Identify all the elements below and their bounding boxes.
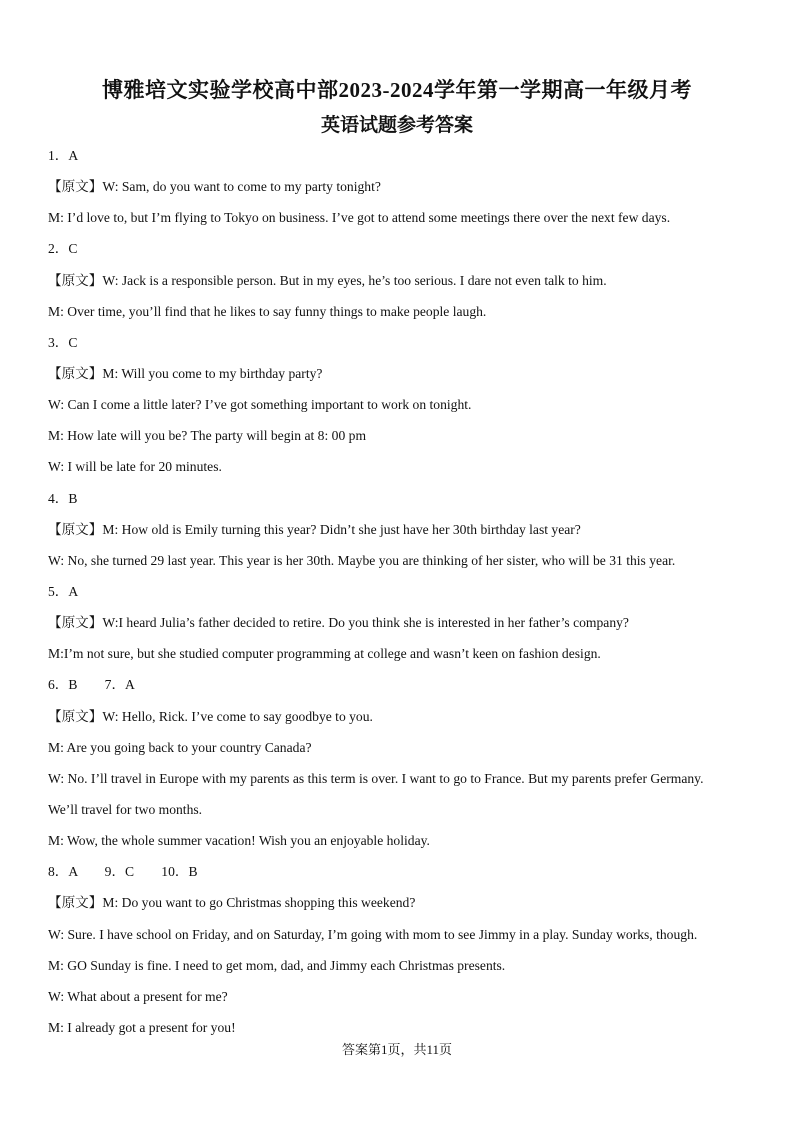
answer-line: 3．C <box>48 334 78 350</box>
transcript-line: 【原文】W:I heard Julia’s father decided to retire. Do you think she is interested in her father’s company? <box>48 615 629 631</box>
transcript-line: 【原文】W: Jack is a responsible person. But in my eyes, he’s too serious. I dare not even talk to him. <box>48 272 607 288</box>
transcript-line: W: What about a present for me? <box>48 988 228 1004</box>
transcript-line: M: I already got a present for you! <box>48 1019 236 1035</box>
transcript-line: 【原文】W: Hello, Rick. I’ve come to say goodbye to you. <box>48 708 373 724</box>
transcript-line: M: Are you going back to your country Canada? <box>48 739 312 755</box>
transcript-line: W: Can I come a little later? I’ve got something important to work on tonight. <box>48 397 472 413</box>
transcript-line: We’ll travel for two months. <box>48 801 203 817</box>
answer-content <box>48 146 758 1049</box>
answer-line: 6．B 7．A <box>48 677 135 693</box>
transcript-line: M: How late will you be? The party will begin at 8: 00 pm <box>48 428 367 444</box>
transcript-line: M: GO Sunday is fine. I need to get mom, dad, and Jimmy each Christmas presents. <box>48 957 506 973</box>
document-subtitle: 英语试题参考答案 <box>320 115 473 136</box>
transcript-line: 【原文】M: Do you want to go Christmas shopping this weekend? <box>48 895 416 911</box>
transcript-line: W: No, she turned 29 last year. This year is her 30th. Maybe you are thinking of her sister, who will be 31 this year. <box>48 552 676 568</box>
page-footer: 答案第1页，共11页 <box>341 1042 453 1057</box>
transcript-line: M: I’d love to, but I’m flying to Tokyo on business. I’ve got to attend some meetings there over the next few days. <box>48 210 671 226</box>
transcript-line: M: Over time, you’ll find that he likes to say funny things to make people laugh. <box>48 303 487 319</box>
transcript-line: M:I’m not sure, but she studied computer programming at college and wasn’t keen on fashion design. <box>48 646 601 662</box>
answer-line: 8．A 9．C 10．B <box>48 864 198 880</box>
answer-line: 1．A <box>48 148 79 163</box>
transcript-line: 【原文】W: Sam, do you want to come to my party tonight? <box>48 179 381 195</box>
transcript-line: 【原文】M: How old is Emily turning this year? Didn’t she just have her 30th birthday last year? <box>48 521 581 537</box>
answer-line: 4．B <box>48 490 78 506</box>
transcript-line: 【原文】M: Will you come to my birthday party? <box>48 365 323 381</box>
answer-line: 2．C <box>48 241 78 257</box>
document-title: 博雅培文实验学校高中部2023-2024学年第一学期高一年级月考 <box>102 78 692 102</box>
answer-line: 5．A <box>48 583 79 599</box>
transcript-line: M: Wow, the whole summer vacation! Wish you an enjoyable holiday. <box>48 833 430 849</box>
transcript-line: W: No. I’ll travel in Europe with my parents as this term is over. I want to go to France. But my parents prefer Germany. <box>48 770 704 786</box>
transcript-line: W: Sure. I have school on Friday, and on Saturday, I’m going with mom to see Jimmy in a play. Sunday works, though. <box>48 926 698 942</box>
transcript-line: W: I will be late for 20 minutes. <box>48 459 222 475</box>
